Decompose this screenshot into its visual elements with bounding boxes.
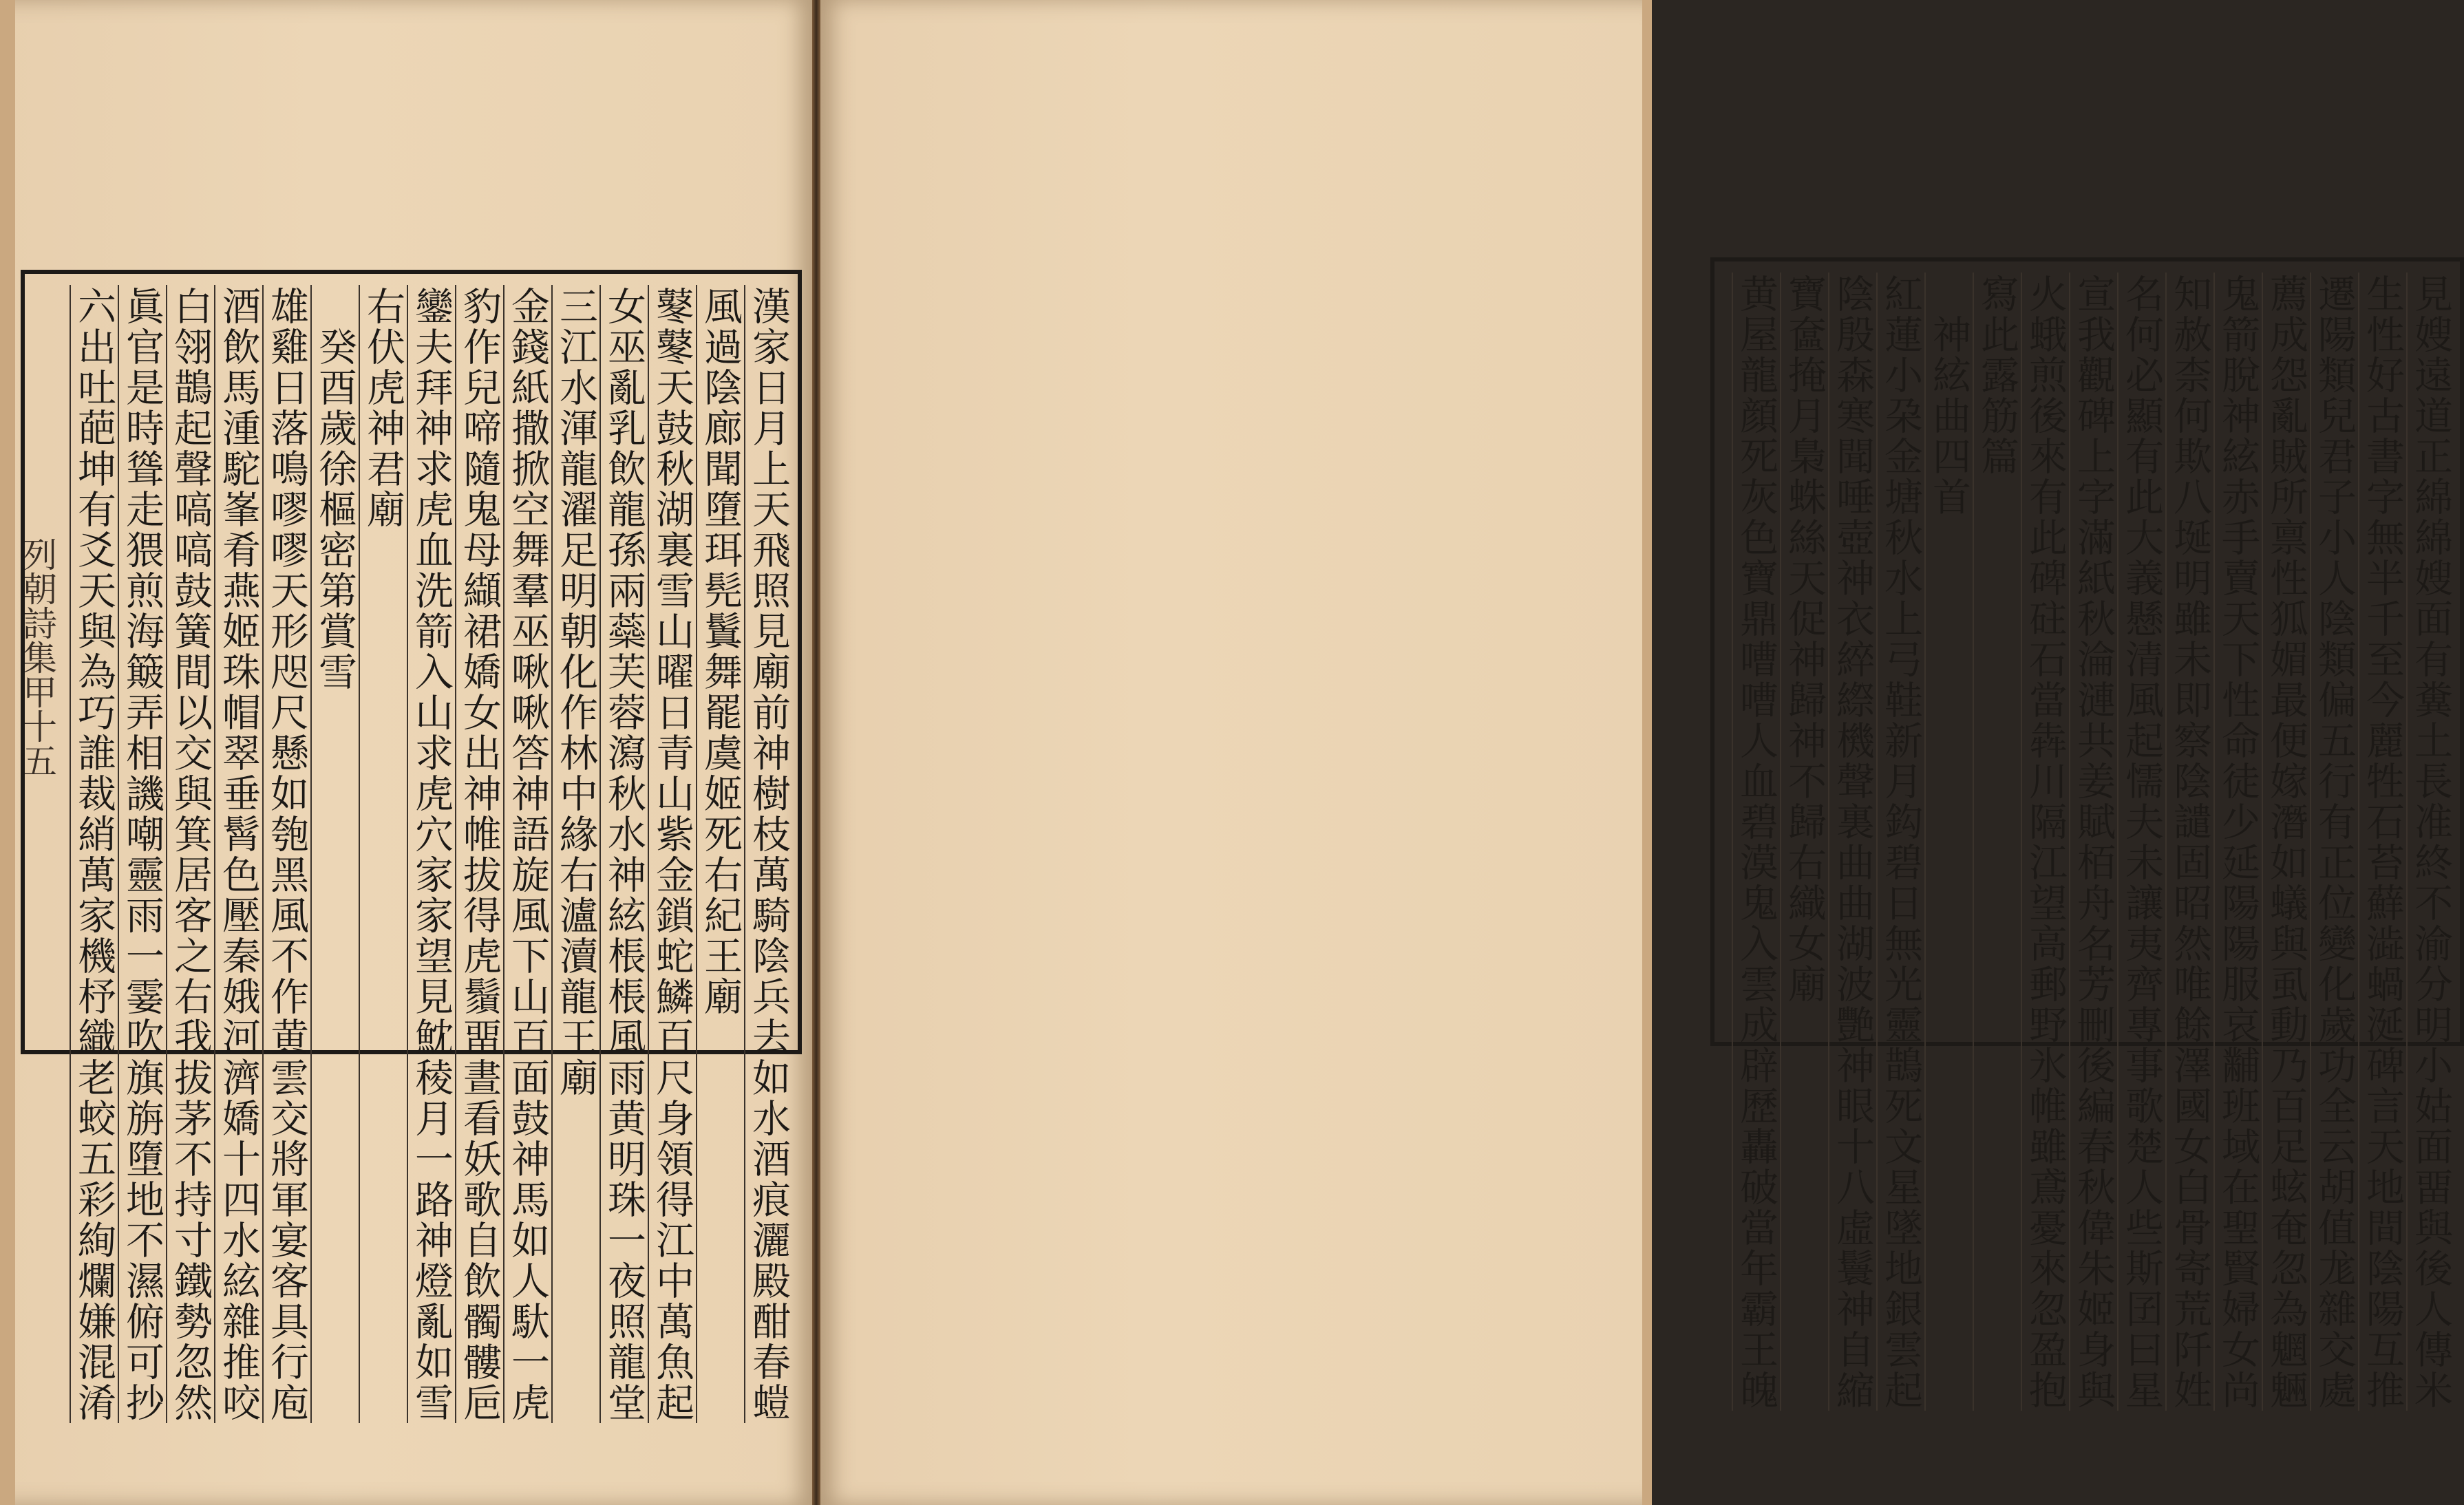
column-lower-text: 虱動乃百足蚿奄忽為魍魎 (2264, 964, 2308, 1411)
text-column (359, 285, 407, 1423)
column-upper-text: 右伏虎神君廟 (361, 286, 405, 530)
column-upper-text: 豹作兒啼隨鬼母纈裙嬌 (457, 286, 502, 692)
text-column (503, 285, 551, 1423)
column-upper-text: 寫此露筋篇 (1975, 274, 2019, 477)
column-upper-text: 火蛾煎後來有此碑砫石當犇川隔江望高 (2023, 274, 2068, 964)
text-column (1732, 273, 1780, 1411)
text-column (2117, 273, 2165, 1411)
column-upper-text: 神絃曲四首 (1926, 274, 1971, 517)
text-column (2021, 273, 2069, 1411)
column-upper-text: 生性好古書字無半千至今麗牲石苔蘚澁 (2360, 274, 2405, 964)
column-lower-text: 服哀黼班域在聖賢婦女尚 (2216, 964, 2260, 1411)
text-column (744, 285, 792, 1423)
text-column (2213, 273, 2262, 1411)
column-upper-text: 癸酉歲徐樞密第賞雪 (312, 286, 357, 692)
column-upper-text: 薦成怨亂賊所禀性狐媚最便嫁潛如蟻與 (2264, 274, 2308, 964)
column-upper-text: 宣我觀碑上字滿紙秋淪漣共姜賦栢舟名 (2071, 274, 2116, 964)
left-page-edge-title: 列朝詩集甲十五 (17, 537, 57, 778)
column-upper-text: 知赦柰何欺八埏明雖未即察陰譴固昭然 (2167, 274, 2212, 964)
column-upper-text: 六出吐葩坤有爻天與為 (72, 286, 116, 692)
column-lower-text: 分明小姑面畱與後人傳米 (2408, 964, 2453, 1411)
column-lower-text: 廟 (1782, 964, 1827, 1005)
text-column (551, 285, 599, 1423)
text-column (70, 285, 118, 1423)
column-lower-text: 蝸涎碑言天地間陰陽互推 (2360, 964, 2405, 1411)
column-upper-text: 寶奩掩月梟蛛絲天促神歸神不歸右織女 (1782, 274, 1827, 964)
column-upper-text: 鑾夫拜神求虎血洗箭入 (409, 286, 454, 692)
text-column (310, 285, 359, 1423)
column-lower-text: 帽翠垂髾色壓秦娥河濟嬌十四水絃雜推咬 (216, 692, 261, 1423)
column-lower-text: 芳刪後編春秋偉朱姬身與 (2071, 964, 2116, 1411)
column-lower-text: 女出神帷拔得虎鬚畱晝看妖歌自飲髑髏巵 (457, 692, 502, 1423)
text-column (696, 285, 744, 1423)
column-upper-text: 金錢紙撒掀空舞羣巫啾 (505, 286, 550, 692)
right-text-frame (1710, 257, 2464, 1411)
column-lower-text: 雲成辟歷轟破當年霸王魄 (1734, 964, 1778, 1411)
column-upper-text: 名何必顯有此大義懸清風起懦夫未讓夷 (2119, 274, 2164, 964)
text-column (1828, 273, 1876, 1411)
text-column (1780, 273, 1828, 1411)
column-lower-text: 光靈鵲死文星墜地銀雲起 (1878, 964, 1923, 1411)
text-column (407, 285, 455, 1423)
column-lower-text: 啾答神語旋風下山百面鼓神馬如人馱一虎 (505, 692, 550, 1423)
column-upper-text: 陰殷森寒聞唾壺神衣綷縩機聲裏曲曲湖 (1830, 274, 1875, 964)
column-upper-text: 酒飲馬湩駝峯肴燕姬珠 (216, 286, 261, 692)
right-page-edge (1642, 0, 1652, 1505)
column-lower-text: 尺懸如匏黑風不作黄雲交將軍宴客具行庖 (264, 692, 309, 1423)
left-text-frame (21, 270, 802, 1423)
left-page-edge (0, 0, 15, 1505)
right-page (820, 0, 2453, 1505)
right-text-columns (1732, 273, 2454, 1411)
column-lower-text: 波艷神眼十八虛鬟神自縮 (1830, 964, 1875, 1411)
column-lower-text: 弄相譏嘲靈雨一霎吹旗旃墮地不濕俯可抄 (120, 692, 164, 1423)
column-upper-text: 遷陽類兒君子小人陰類偏五行有正位變 (2312, 274, 2357, 964)
left-text-columns (70, 285, 792, 1423)
text-column (2069, 273, 2117, 1411)
column-upper-text: 見嫂遠道正綿綿嫂面有糞土長准終不渝 (2408, 274, 2453, 964)
text-column (2406, 273, 2454, 1411)
column-lower-text: 巧誰裁綃萬家機杼織老蛟五彩絢爛嫌混淆 (72, 692, 116, 1423)
column-lower-text: 唯餘澤國女白骨寄荒阡姓 (2167, 964, 2212, 1411)
column-upper-text: 漢家日月上天飛照見廟 (746, 286, 791, 692)
column-upper-text: 眞官是時聳走猥煎海簸 (120, 286, 164, 692)
column-lower-text: 罷虞姬死右紀王廟 (698, 692, 743, 1017)
column-upper-text: 黄屋龍顔死灰色寶鼎嘈嘈人血碧漠鬼入 (1734, 274, 1778, 964)
text-column (599, 285, 648, 1423)
text-column (1973, 273, 2021, 1411)
column-lower-text: 蓉瀉秋水神絃棖棖風雨黄明珠一夜照龍堂 (602, 692, 646, 1423)
column-lower-text: 齊專事歌楚人些斯囝曰星 (2119, 964, 2164, 1411)
text-column (2358, 273, 2406, 1411)
text-column (648, 285, 696, 1423)
text-column (262, 285, 310, 1423)
text-column (1876, 273, 1924, 1411)
column-lower-text: 山求虎穴家家望見魫稜月一路神燈亂如雪 (409, 692, 454, 1423)
text-column (2310, 273, 2358, 1411)
text-column (118, 285, 166, 1423)
column-upper-text: 風過陰廊聞墮珥髡鬒舞 (698, 286, 743, 692)
column-lower-text: 日青山紫金鎖蛇鱗百尺身領得江中萬魚起 (650, 692, 694, 1423)
text-column (2165, 273, 2213, 1411)
text-column (1924, 273, 1973, 1411)
column-lower-text: 郵野氷帷雖鳶憂來忽盈抱 (2023, 964, 2068, 1411)
text-column (455, 285, 503, 1423)
column-upper-text: 紅蓮小朶金塘秋水上弓鞋新月鈎碧日無 (1878, 274, 1923, 964)
column-upper-text: 女巫亂乳飲龍孫兩蘂芙 (602, 286, 646, 692)
column-upper-text: 鬼箭脫神絃赤手賣天下性命徒少延陽陽 (2216, 274, 2260, 964)
left-page (0, 0, 812, 1505)
column-upper-text: 鼕鼕天鼓秋湖裏雪山曜 (650, 286, 694, 692)
column-upper-text: 白翎鵲起聲嗃嗃鼓簧間 (168, 286, 213, 692)
column-lower-text: 作林中緣右瀘瀆龍王廟 (553, 692, 598, 1098)
text-column (2262, 273, 2310, 1411)
text-column (214, 285, 262, 1423)
column-upper-text: 三江水渾龍濯足明朝化 (553, 286, 598, 692)
column-lower-text: 化歲功全云胡值尨雜交處 (2312, 964, 2357, 1411)
column-lower-text: 前神樹枝萬騎陰兵去如水酒痕灑殿酣春螘 (746, 692, 791, 1423)
column-lower-text: 以交與箕居客之右我拔茅不持寸鐵勢忽然 (168, 692, 213, 1423)
text-column (166, 285, 214, 1423)
column-upper-text: 雄雞日落鳴嘐嘐天形咫 (264, 286, 309, 692)
book-gutter (812, 0, 820, 1505)
